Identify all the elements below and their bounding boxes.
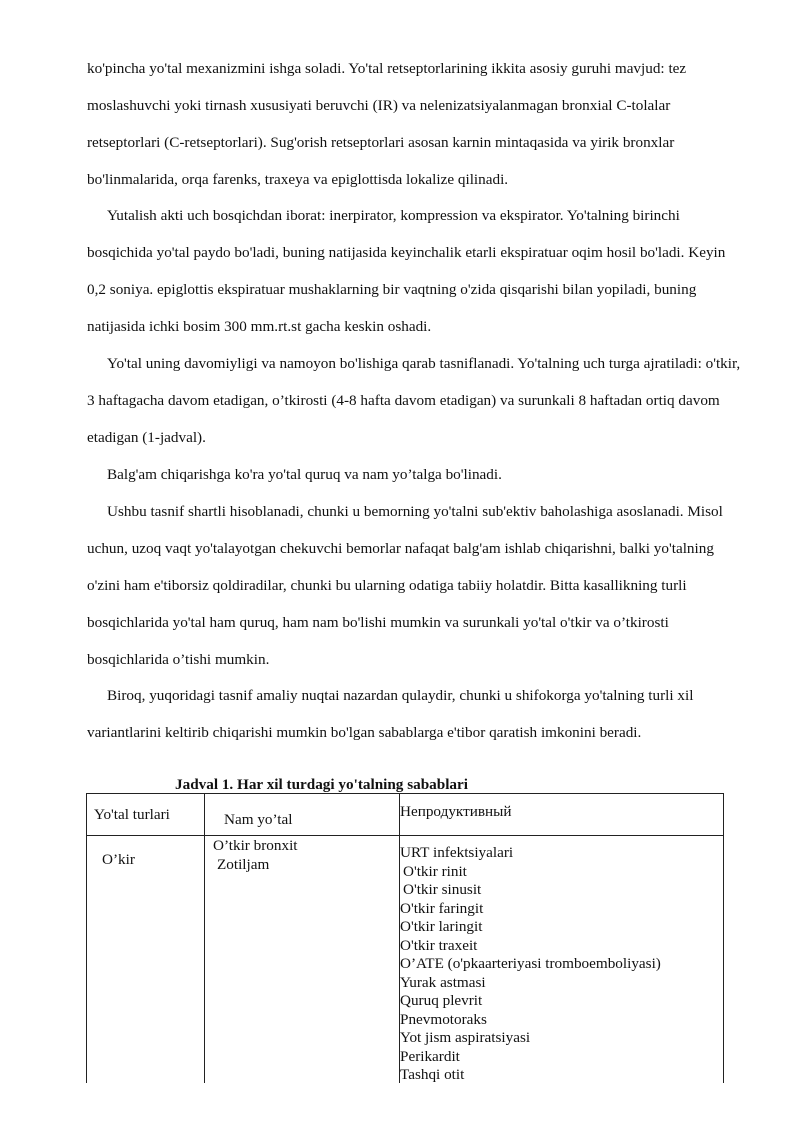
- list-item: O’tkir bronxit: [213, 837, 298, 854]
- table-header-wet: Nam yo’tal: [224, 811, 293, 828]
- list-item: Zotiljam: [217, 855, 270, 873]
- table-column-divider: [204, 793, 205, 1083]
- list-item: O'tkir faringit: [400, 899, 484, 917]
- list-item: URT infektsiyalari: [400, 844, 514, 861]
- table-header-type: Yo'tal turlari: [94, 806, 170, 823]
- table-border-left: [86, 793, 87, 1083]
- list-item: O'tkir rinit: [403, 862, 467, 880]
- list-item: Perikardit: [400, 1047, 460, 1065]
- list-item: O'tkir laringit: [400, 918, 483, 935]
- list-item: O’ATE (o'pkaarteriyasi tromboemboliyasi): [400, 955, 661, 972]
- paragraph: Biroq, yuqoridagi tasnif amaliy nuqtai nazardan qulaydir, chunki u shifokorga yo'talning turli xil variantlarini keltirib chiqarishi mumkin bo'lgan sabablarga e'tibor qaratish imkonini beradi.: [87, 687, 694, 741]
- table-border-top: [86, 793, 724, 794]
- table-cell-wet: [213, 837, 298, 874]
- table-title: Jadval 1. Har xil turdagi yo'talning sabablari: [175, 776, 468, 793]
- list-item: O'tkir traxeit: [400, 936, 478, 954]
- table-header-divider: [86, 835, 724, 836]
- list-item: Pnevmotoraks: [400, 1010, 487, 1028]
- table-border-right: [723, 793, 724, 1083]
- table-header-dry: Непродуктивный: [400, 803, 512, 820]
- list-item: Yurak astmasi: [400, 973, 486, 991]
- paragraph: Ushbu tasnif shartli hisoblanadi, chunki u bemorning yo'talni sub'ektiv baholashiga asoslanadi. Misol uchun, uzoq vaqt yo'talayotgan chekuvchi bemorlar nafaqat balg'am ishlab chiqarishni, balki yo'talning o'zini ham e'tiborsiz qoldiradilar, chunki bu ularning odatiga tabiiy holatdir. Bitta kasallikning turli bosqichlarida yo'tal ham quruq, ham nam bo'lishi mumkin va surunkali yo'tal o'tkir va o’tkirosti bosqichlarida o’tishi mumkin.: [87, 503, 723, 668]
- table-cell-type: O’kir: [102, 851, 135, 868]
- list-item: Quruq plevrit: [400, 992, 483, 1009]
- causes-table: [86, 793, 724, 1083]
- paragraph: Balg'am chiqarishga ko'ra yo'tal quruq va nam yo’talga bo'linadi.: [107, 466, 502, 483]
- list-item: Yot jism aspiratsiyasi: [400, 1029, 531, 1046]
- paragraph: ko'pincha yo'tal mexanizmini ishga soladi. Yo'tal retseptorlarining ikkita asosiy guruhi mavjud: tez moslashuvchi yoki tirnash xususiyati beruvchi (IR) va nelenizatsiyalanmagan bronxial C-tolalar retseptorlari (C-retseptorlari). Sug'orish retseptorlari asosan karnin mintaqasida va yirik bronxlar bo'linmalarida, orqa farenks, traxeya va epiglottisda lokalize qilinadi.: [87, 60, 687, 188]
- list-item: O'tkir sinusit: [403, 881, 482, 898]
- paragraph: Yo'tal uning davomiyligi va namoyon bo'lishiga qarab tasniflanadi. Yo'talning uch turga ajratiladi: o'tkir, 3 haftagacha davom etadigan, o’tkirosti (4-8 hafta davom etadigan) va surunkali 8 haftadan ortiq davom etadigan (1-jadval).: [87, 355, 741, 446]
- paragraph: Yutalish akti uch bosqichdan iborat: inerpirator, kompression va ekspirator. Yo'talning birinchi bosqichida yo'tal paydo bo'ladi, buning natijasida keyinchalik etarli ekspiratuar oqim hosil bo'ladi. Keyin 0,2 soniya. epiglottis ekspiratuar mushaklarning bir vaqtning o'zida qisqarishi bilan yopiladi, buning natijasida ichki bosim 300 mm.rt.st gacha keskin oshadi.: [87, 207, 726, 335]
- table-cell-dry: [400, 844, 661, 1085]
- list-item: Tashqi otit: [400, 1066, 465, 1083]
